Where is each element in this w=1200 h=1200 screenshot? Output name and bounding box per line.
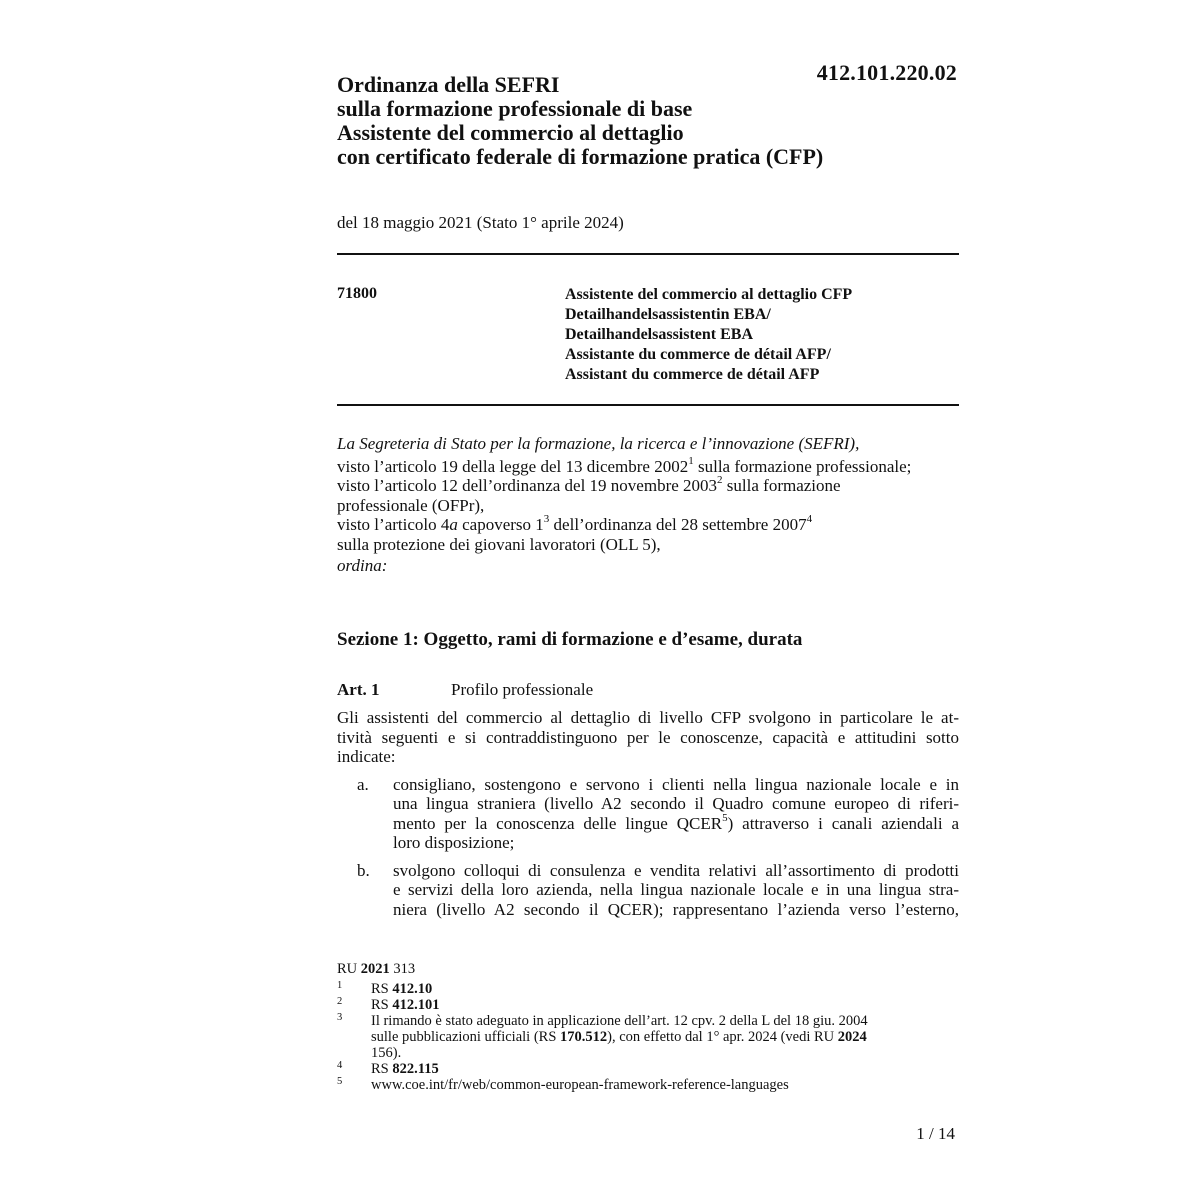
title-line: Assistente del commercio al dettaglio (337, 120, 684, 145)
preamble-line (337, 476, 959, 496)
item-line: svolgono colloqui di consulenza e vendita relativi all’assortimento di prodotti (393, 860, 959, 880)
list-marker: b. (357, 860, 370, 880)
designation-line: Assistant du commerce de détail AFP (565, 366, 820, 383)
title-line: con certificato federale di formazione pratica (CFP) (337, 144, 824, 169)
article-heading (337, 680, 593, 700)
preamble-text-italic: a (449, 515, 458, 534)
footnote-url[interactable]: www.coe.int/fr/web/common-european-framework-reference-languages (371, 1077, 789, 1093)
footnote-ref-1[interactable]: 1 (688, 454, 694, 467)
footnote-text: 156). (371, 1045, 402, 1061)
profession-code: 71800 (337, 285, 377, 302)
divider-bottom (337, 404, 959, 406)
footnote-number: 4 (337, 1060, 343, 1071)
footnote-link[interactable]: 170.512 (560, 1029, 608, 1045)
preamble-line: professionale (OFPr), (337, 495, 485, 515)
footnote-text-part: ), con effetto dal 1° apr. 2024 (vedi RU (607, 1029, 838, 1045)
page-number: 1 / 14 (916, 1124, 955, 1143)
footnote-number: 2 (337, 996, 343, 1007)
item-line: una lingua straniera (livello A2 secondo il Quadro comune europeo di riferi- (393, 794, 959, 813)
footnote-text-part: sulle pubblicazioni ufficiali (RS (371, 1029, 561, 1045)
list-marker: a. (357, 774, 369, 794)
footnote-ref-5[interactable]: 5 (722, 811, 728, 824)
preamble-text: capoverso 1 (457, 515, 544, 534)
preamble-text: sulla formazione professionale; (693, 456, 912, 476)
footnote-text: Il rimando è stato adeguato in applicazione dell’art. 12 cpv. 2 della L del 18 giu. 2004 (371, 1013, 868, 1029)
designation-line: Assistente del commercio al dettaglio CFP (565, 286, 853, 303)
footnote-number: 3 (337, 1012, 343, 1023)
profession-designations (565, 285, 852, 385)
preamble-text: visto l’articolo 4 (337, 515, 450, 534)
date-status-line: del 18 maggio 2021 (Stato 1° aprile 2024) (337, 213, 624, 232)
preamble (337, 434, 959, 576)
footnote-ref-2[interactable]: 2 (717, 474, 723, 487)
preamble-text: visto l’articolo 12 dell’ordinanza del 19 novembre 2003 (337, 476, 718, 495)
divider-top (337, 253, 959, 255)
document-page (337, 0, 959, 1200)
footnotes (337, 961, 959, 1093)
designation-line: Detailhandelsassistent EBA (565, 326, 754, 343)
preamble-text: dell’ordinanza del 28 settembre 2007 (549, 515, 807, 534)
section-heading: Sezione 1: Oggetto, rami di formazione e d’esame, durata (337, 629, 803, 650)
item-line: e servizi della loro azienda, nella lingua nazionale locale e in una lingua stra- (393, 880, 959, 899)
preamble-line (337, 454, 959, 477)
list-item (337, 861, 959, 920)
footnote-link[interactable]: 412.10 (392, 981, 433, 997)
title-line: Ordinanza della SEFRI (337, 72, 560, 97)
footnote-number: 1 (337, 980, 343, 991)
footnote-text (371, 981, 959, 997)
item-text: mento per la conoscenza delle lingue QCER (393, 813, 723, 833)
ru-page: 313 (389, 961, 416, 977)
footnote-link[interactable]: 822.115 (392, 1061, 439, 1077)
item-line: loro disposizione; (393, 833, 515, 852)
title-line: sulla formazione professionale di base (337, 96, 693, 121)
footnote-text (371, 997, 959, 1013)
sr-number: 412.101.220.02 (816, 60, 957, 85)
footnote-prefix: RS (371, 997, 393, 1013)
footnote-text (371, 1029, 959, 1045)
preamble-text: sulla formazione (722, 476, 841, 495)
official-compilation-ref (337, 961, 959, 977)
intro-line: indicate: (337, 747, 396, 766)
footnote-2 (337, 997, 959, 1013)
ru-year: 2021 (360, 961, 390, 977)
intro-line: tività seguenti e si contraddistinguono per le conoscenze, capacità e attitudini sotto (337, 727, 959, 747)
ru-prefix: RU (337, 961, 361, 977)
issuing-authority: La Segreteria di Stato per la formazione, la ricerca e l’innovazione (SEFRI), (337, 434, 860, 453)
footnote-text (371, 1061, 959, 1077)
designation-line: Assistante du commerce de détail AFP/ (565, 346, 831, 363)
document-title (337, 73, 897, 169)
article-title: Profilo professionale (451, 680, 594, 699)
preamble-line (337, 515, 959, 535)
footnote-ref-4[interactable]: 4 (806, 513, 813, 526)
footnote-5 (337, 1077, 959, 1093)
footnote-prefix: RS (371, 1061, 393, 1077)
item-text: ) attraverso i canali aziendali a (727, 813, 959, 833)
footnote-link[interactable]: 2024 (837, 1029, 867, 1045)
footnote-link[interactable]: 412.101 (392, 997, 440, 1013)
footnote-4 (337, 1061, 959, 1077)
article-body (337, 708, 959, 919)
list-item (337, 775, 959, 853)
footnote-ref-3[interactable]: 3 (543, 513, 550, 526)
footnote-1 (337, 981, 959, 997)
ordina-label: ordina: (337, 556, 388, 575)
intro-line: Gli assistenti del commercio al dettaglio di livello CFP svolgono in particolare le at- (337, 708, 959, 727)
item-line: consigliano, sostengono e servono i clienti nella lingua nazionale locale e in (393, 774, 959, 794)
footnote-prefix: RS (371, 981, 393, 997)
article-number: Art. 1 (337, 680, 380, 699)
footnote-3 (337, 1013, 959, 1061)
item-line (393, 811, 959, 834)
item-line: niera (livello A2 secondo il QCER); rappresentano l’azienda verso l’esterno, (393, 899, 959, 919)
preamble-line: sulla protezione dei giovani lavoratori (OLL 5), (337, 534, 661, 554)
designation-line: Detailhandelsassistentin EBA/ (565, 306, 771, 323)
preamble-text: visto l’articolo 19 della legge del 13 dicembre 2002 (337, 456, 689, 476)
footnote-number: 5 (337, 1076, 343, 1087)
